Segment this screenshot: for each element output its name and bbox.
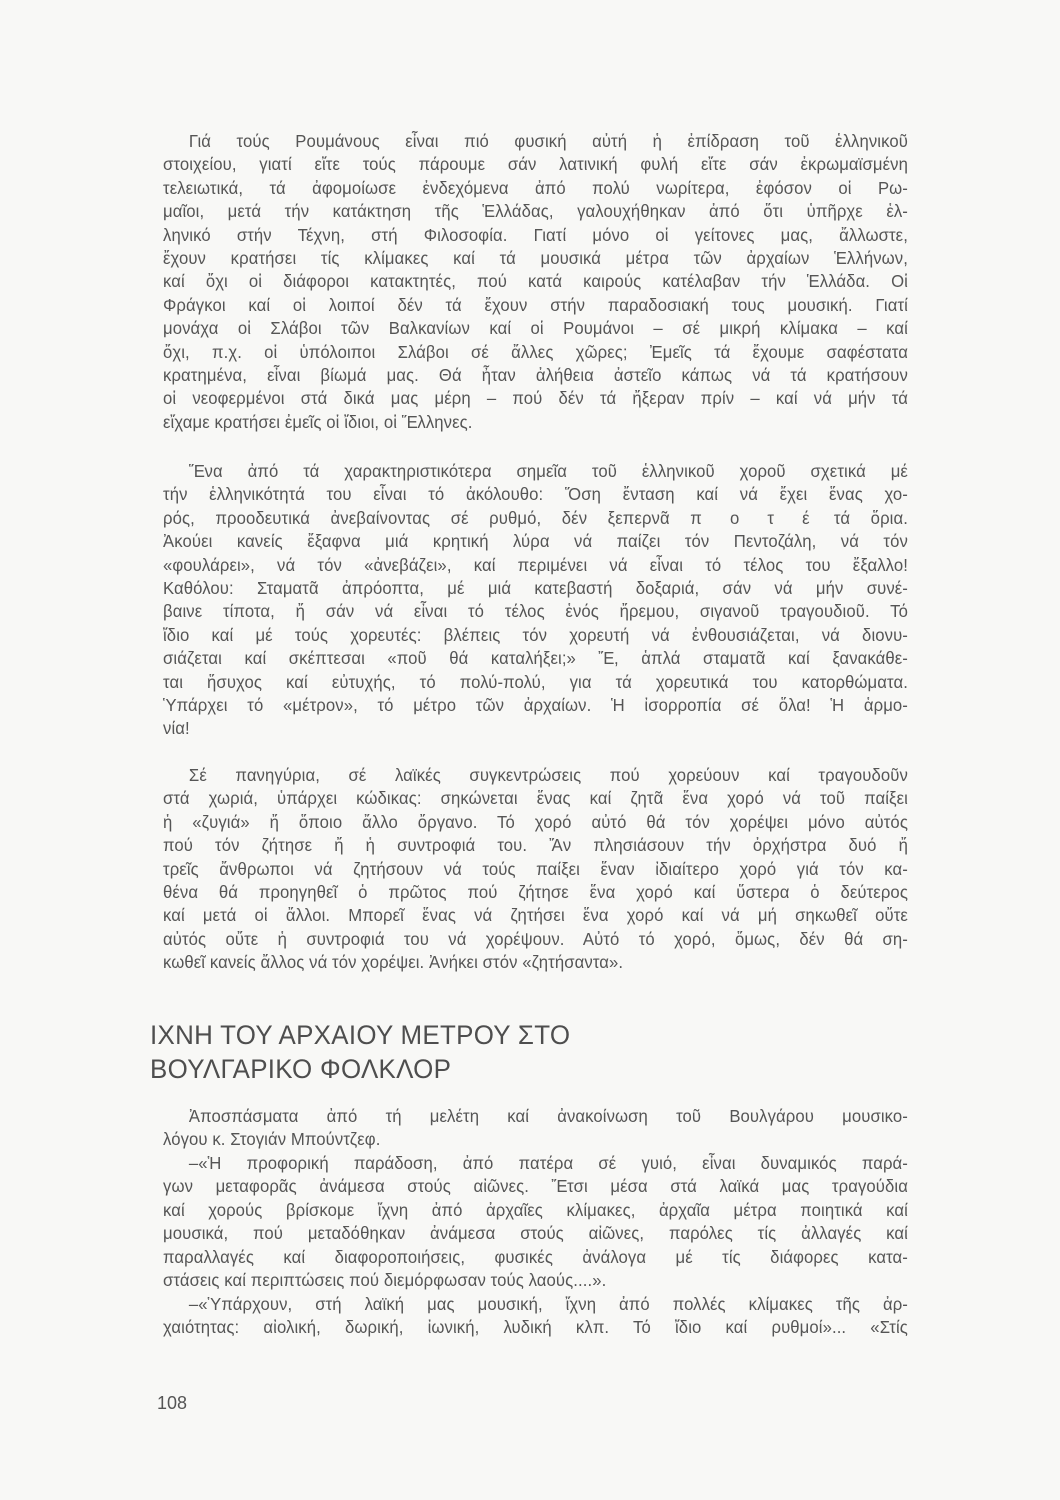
text-line: ται ἥσυχος καί εὐτυχής, τό πολύ-πολύ, για τά χορευτικά του κατορθώματα. bbox=[163, 671, 908, 692]
text-line: στοιχείου, γιατί εἴτε τούς πάρουμε σάν λατινική φυλή εἴτε σάν ἐκρωμαϊσμένη bbox=[163, 154, 908, 175]
text-line: θένα θά προηγηθεῖ ὁ πρῶτος πού ζήτησε ἕνα χορό καί ὕστερα ὁ δεύτερος bbox=[163, 881, 908, 902]
text-line: καί ὄχι οἱ διάφοροι κατακτητές, πού κατά καιρούς κατέλαβαν τήν Ἑλλάδα. Οἱ bbox=[163, 271, 908, 292]
paragraph-scales-quote bbox=[163, 1293, 908, 1340]
text-line: καί χορούς βρίσκομε ἴχνη ἀπό ἀρχαῖες κλίμακες, ἀρχαῖα μέτρα ποιητικά καί bbox=[163, 1199, 908, 1220]
heading-line: ΒΟΥΛΓΑΡΙΚΟ ΦΟΛΚΛΟΡ bbox=[150, 1054, 452, 1084]
text-line: αὐτός οὔτε ἡ συντροφιά του νά χορέψουν. Αὐτό τό χορό, ὅμως, δέν θά ση- bbox=[163, 928, 908, 949]
text-line: –«Ἡ προφορική παράδοση, ἀπό πατέρα σέ γυιό, εἶναι δυναμικός παρά- bbox=[188, 1153, 908, 1173]
text-line: –«Ὑπάρχουν, στή λαϊκή μας μουσική, ἴχνη ἀπό πολλές κλίμακες τῆς ἀρ- bbox=[188, 1294, 908, 1314]
text-fragment: τά ὅρια. bbox=[833, 507, 908, 528]
paragraph-excerpts-intro bbox=[163, 1105, 908, 1152]
emphasized-word: π ο τ έ bbox=[690, 507, 814, 528]
paragraph-greek-dance bbox=[163, 460, 908, 741]
text-line: στά χωριά, ὑπάρχει κώδικας: σηκώνεται ἕνας καί ζητᾶ ἕνα χορό νά τοῦ παίξει bbox=[163, 788, 908, 809]
text-line: τήν ἑλληνικότητά του εἶναι τό ἀκόλουθο: Ὅση ἔνταση καί νά ἔχει ἕνας χο- bbox=[163, 484, 908, 505]
text-line: κρατημένα, εἶναι βίωμά μας. Θά ἦταν ἀλήθεια ἀστεῖο κάπως νά τά κρατήσουν bbox=[163, 364, 908, 385]
text-line: ἔχουν κρατήσει τίς κλίμακες καί τά μουσικά μέτρα τῶν ἀρχαίων Ἑλλήνων, bbox=[163, 247, 908, 268]
text-line: ὄχι, π.χ. οἱ ὑπόλοιποι Σλάβοι σέ ἄλλες χῶρες; Ἐμεῖς τά ἔχουμε σαφέστατα bbox=[163, 341, 908, 362]
text-line: σιάζεται καί σκέπτεσαι «ποῦ θά καταλήξει;» Ἔ, ἁπλά σταματᾶ καί ξανακάθε- bbox=[163, 648, 908, 669]
page-number: 108 bbox=[157, 1393, 188, 1413]
text-line: στάσεις καί περιπτώσεις πού διεμόρφωσαν τούς λαούς....». bbox=[163, 1269, 607, 1290]
text-line: βαινε τίποτα, ἤ σάν νά εἶναι τό τέλος ἑνός ἤρεμου, σιγανοῦ τραγουδιοῦ. Τό bbox=[163, 601, 908, 622]
text-line: «φουλάρει», νά τόν «ἀνεβάζει», καί περιμένει νά εἶναι τό τέλος του ἔξαλλο! bbox=[163, 554, 908, 575]
text-line: ληνικό στήν Τέχνη, στή Φιλοσοφία. Γιατί μόνο οἱ γείτονες μας, ἄλλωστε, bbox=[163, 224, 908, 245]
text-line: Ὑπάρχει τό «μέτρον», τό μέτρο τῶν ἀρχαίων. Ἡ ἰσορροπία σέ ὅλα! Ἡ ἁρμο- bbox=[163, 694, 908, 715]
paragraph-romanians bbox=[163, 130, 908, 434]
paragraph-oral-tradition-quote bbox=[163, 1152, 908, 1292]
text-line: γων μεταφορᾶς ἀνάμεσα στούς αἰῶνες. Ἔτσι μέσα στά λαϊκά μας τραγούδια bbox=[163, 1176, 908, 1197]
text-line: Ἀποσπάσματα ἀπό τή μελέτη καί ἀνακοίνωση τοῦ Βουλγάρου μουσικο- bbox=[188, 1106, 908, 1126]
text-line: Γιά τούς Ρουμάνους εἶναι πιό φυσική αὐτή ἡ ἐπίδραση τοῦ ἑλληνικοῦ bbox=[188, 131, 908, 151]
text-line: εἴχαμε κρατήσει ἐμεῖς οἱ ἴδιοι, οἱ Ἕλληνες. bbox=[163, 411, 473, 432]
text-line: πού τόν ζήτησε ἤ ἡ συντροφιά του. Ἄν πλησιάσουν τήν ὀρχήστρα δυό ἤ bbox=[163, 835, 908, 856]
heading-line: ΙΧΝΗ ΤΟΥ ΑΡΧΑΙΟΥ ΜΕΤΡΟΥ ΣΤΟ bbox=[150, 1020, 571, 1050]
text-line: νία! bbox=[163, 718, 190, 739]
text-line: καί μετά οἱ ἄλλοι. Μπορεῖ ἕνας νά ζητήσει ἕνα χορό καί νά μή σηκωθεῖ οὔτε bbox=[163, 905, 908, 926]
text-line: Ἀκούει κανείς ἔξαφνα μιά κρητική λύρα νά παίζει τόν Πεντοζάλη, νά τόν bbox=[163, 531, 908, 552]
text-line: Καθόλου: Σταματᾶ ἀπρόοπτα, μέ μιά κατεβαστή δοξαριά, σάν νά μήν συνέ- bbox=[163, 577, 908, 598]
text-line: τελειωτικά, τά ἀφομοίωσε ἐνδεχόμενα ἀπό πολύ νωρίτερα, ἐφόσον οἱ Ρω- bbox=[163, 177, 908, 198]
text-line: Φράγκοι καί οἱ λοιποί δέν τά ἔχουν στήν παραδοσιακή τους μουσική. Γιατί bbox=[163, 294, 908, 315]
text-line: παραλλαγές καί διαφοροποιήσεις, φυσικές ἀνάλογα μέ τίς διάφορες κατα- bbox=[163, 1246, 908, 1267]
text-line: οἱ νεοφερμένοι στά δικά μας μέρη – πού δέν τά ἤξεραν πρίν – καί νά μήν τά bbox=[163, 388, 908, 409]
text-line: χαιότητας: αἰολική, δωρική, ἰωνική, λυδική κλπ. Τό ἴδιο καί ρυθμοί»... «Στίς bbox=[163, 1317, 908, 1338]
text-line: λόγου κ. Στογιάν Μπούντζεφ. bbox=[163, 1129, 381, 1150]
text-line-spaced bbox=[163, 507, 908, 530]
text-line: Σέ πανηγύρια, σέ λαϊκές συγκεντρώσεις πού χορεύουν καί τραγουδοῦν bbox=[188, 765, 908, 785]
text-line: κωθεῖ κανείς ἄλλος νά τόν χορέψει. Ἀνήκει στόν «ζητήσαντα». bbox=[163, 952, 624, 973]
text-line: ἡ «ζυγιά» ἤ ὅποιο ἄλλο ὄργανο. Τό χορό αὐτό θά τόν χορέψει μόνο αὐτός bbox=[163, 811, 908, 832]
section-heading bbox=[150, 1018, 570, 1086]
text-line: Ἕνα ἀπό τά χαρακτηριστικότερα σημεῖα τοῦ ἑλληνικοῦ χοροῦ σχετικά μέ bbox=[188, 461, 908, 481]
text-line: μονάχα οἱ Σλάβοι τῶν Βαλκανίων καί οἱ Ρουμάνοι – σέ μικρή κλίμακα – καί bbox=[163, 318, 908, 339]
text-fragment: ρός, προοδευτικά ἀνεβαίνοντας σέ ρυθμό, δέν ξεπερνᾶ bbox=[163, 507, 670, 528]
text-line: μαῖοι, μετά τήν κατάκτηση τῆς Ἑλλάδας, γαλουχήθηκαν ἀπό ὅτι ὑπῆρχε ἑλ- bbox=[163, 201, 908, 222]
text-line: μουσικά, πού μεταδόθηκαν ἀνάμεσα στούς αἰῶνες, παρόλες τίς ἀλλαγές καί bbox=[163, 1223, 908, 1244]
text-line: ἴδιο καί μέ τούς χορευτές: βλέπεις τόν χορευτή νά ἐνθουσιάζεται, νά διονυ- bbox=[163, 624, 908, 645]
paragraph-festivals bbox=[163, 764, 908, 975]
text-line: τρεῖς ἄνθρωποι νά ζητήσουν νά τούς παίξει ἕναν ἰδιαίτερο χορό γιά τόν κα- bbox=[163, 858, 908, 879]
